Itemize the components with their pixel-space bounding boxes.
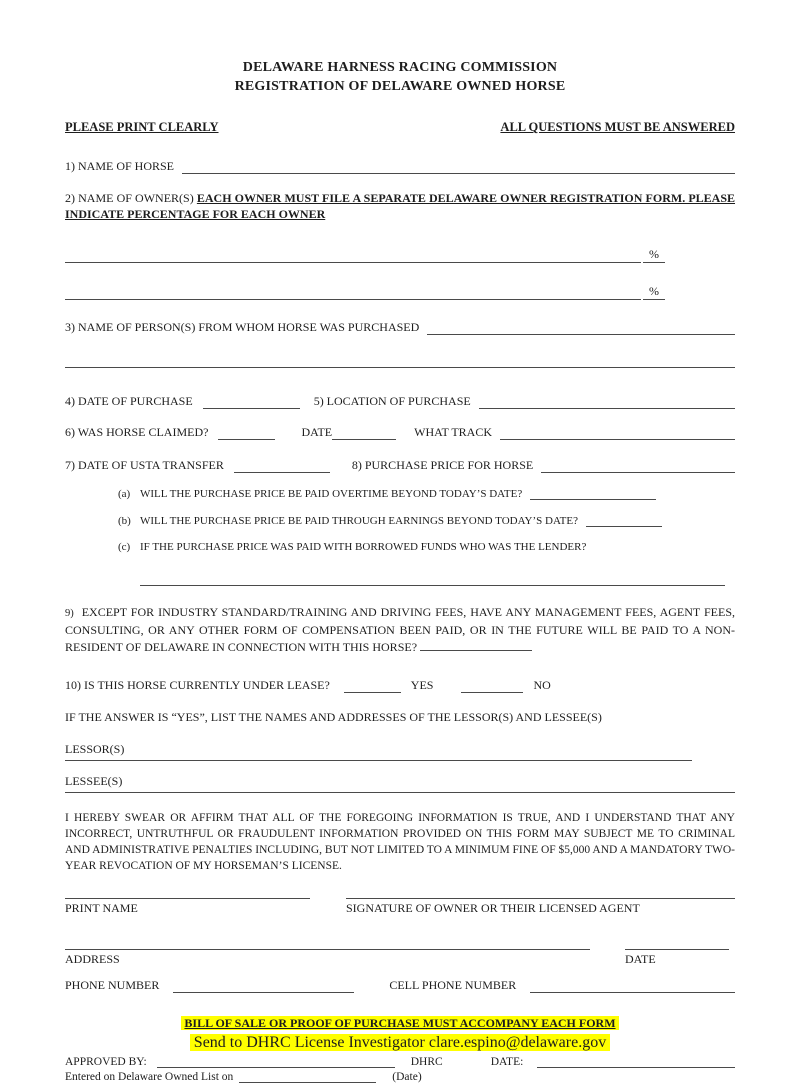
q8b-marker: (b): [118, 515, 131, 527]
date-paren-label: (Date): [392, 1071, 422, 1083]
owner-2-row: [65, 284, 665, 300]
question-8a-row: [118, 487, 735, 500]
purchase-price-field[interactable]: [541, 460, 735, 473]
print-clearly-note: PLEASE PRINT CLEARLY: [65, 120, 219, 134]
question-4-5-row: [65, 394, 735, 409]
lender-field[interactable]: [140, 585, 725, 586]
question-8b-row: [118, 514, 735, 527]
approved-by-label: APPROVED BY:: [65, 1056, 147, 1068]
location-of-purchase-field[interactable]: [479, 396, 735, 409]
answer-all-note: ALL QUESTIONS MUST BE ANSWERED: [500, 120, 735, 134]
q8c-marker: (c): [118, 541, 131, 553]
purchased-from-field-line2[interactable]: [65, 367, 735, 368]
phone-row: [65, 978, 735, 993]
was-horse-claimed-field[interactable]: [218, 427, 275, 440]
dhrc-label: DHRC: [410, 1056, 443, 1068]
question-8c-row: [118, 541, 735, 553]
what-track-label: WHAT TRACK: [414, 425, 493, 439]
question-3-row: [65, 320, 735, 335]
address-label: ADDRESS: [65, 952, 120, 966]
approved-date-field[interactable]: [537, 1055, 735, 1068]
bill-of-sale-notice: BILL OF SALE OR PROOF OF PURCHASE MUST ACCOMPANY EACH FORM: [181, 1016, 618, 1030]
paid-overtime-label: WILL THE PURCHASE PRICE BE PAID OVERTIME BEYOND TODAY’S DATE?: [140, 488, 523, 500]
owner-2-field[interactable]: [65, 287, 641, 300]
compensation-question-text: EXCEPT FOR INDUSTRY STANDARD/TRAINING AND DRIVING FEES, HAVE ANY MANAGEMENT FEES, AGENT FEES, CONSULTING, OR ANY OTHER FORM OF COMPENSATION BEEN PAID, OR IN THE FUTURE WILL BE PAID TO A NON-RESIDENT OF DELAWARE IN CONNECTION WITH THIS HORSE?: [65, 605, 736, 654]
question-6-row: [65, 425, 735, 440]
address-field[interactable]: [65, 938, 590, 950]
paid-earnings-field[interactable]: [586, 514, 662, 527]
q8a-marker: (a): [118, 488, 131, 500]
under-lease-label: 10) IS THIS HORSE CURRENTLY UNDER LEASE?: [65, 678, 330, 692]
date-label: DATE: [625, 952, 656, 966]
question-1-row: [65, 159, 735, 174]
cell-phone-field[interactable]: [530, 980, 735, 993]
lease-yes-field[interactable]: [344, 680, 401, 693]
phone-number-label: PHONE NUMBER: [65, 978, 160, 992]
date-block: [625, 938, 729, 967]
was-horse-claimed-label: 6) WAS HORSE CLAIMED?: [65, 425, 209, 439]
approved-date-label: DATE:: [490, 1056, 524, 1068]
purchased-from-label: 3) NAME OF PERSON(S) FROM WHOM HORSE WAS PURCHASED: [65, 320, 420, 334]
send-to-notice-row: [65, 1033, 735, 1053]
claimed-date-label: DATE: [301, 425, 333, 439]
date-of-purchase-field[interactable]: [203, 396, 300, 409]
q9-marker: 9): [65, 608, 74, 619]
affirmation-text: I HEREBY SWEAR OR AFFIRM THAT ALL OF THE FOREGOING INFORMATION IS TRUE, AND I UNDERSTAND THAT ANY INCORRECT, UNTRUTHFUL OR FRAUDULENT INFORMATION PROVIDED ON THIS FORM MAY SUBJECT ME TO CRIMINAL AND ADMINISTRATIVE PENALTIES INCLUDING, BUT NOT LIMITED TO A MINIMUM FINE OF $5,000 AND A MANDATORY TWO-YEAR REVOCATION OF MY HORSEMAN’S LICENSE.: [65, 812, 735, 872]
entered-on-list-row: [65, 1070, 735, 1083]
location-of-purchase-label: 5) LOCATION OF PURCHASE: [313, 394, 471, 408]
lease-no-field[interactable]: [461, 680, 523, 693]
name-of-horse-field[interactable]: [182, 161, 735, 174]
what-track-field[interactable]: [500, 427, 735, 440]
owner-1-row: [65, 247, 665, 263]
compensation-answer-field[interactable]: [420, 639, 532, 651]
claimed-date-field[interactable]: [332, 427, 396, 440]
question-7-8-row: [65, 458, 735, 473]
approved-by-row: [65, 1055, 735, 1068]
address-date-row: [65, 938, 735, 967]
print-name-field[interactable]: [65, 887, 310, 899]
signature-field[interactable]: [346, 887, 735, 899]
question-2-row: [65, 190, 735, 222]
owner-2-percent-label: %: [643, 284, 665, 300]
form-title: [65, 58, 735, 96]
entered-on-list-field[interactable]: [239, 1070, 376, 1083]
phone-number-field[interactable]: [173, 980, 354, 993]
signature-row: [65, 887, 735, 916]
owner-instruction-text: EACH OWNER MUST FILE A SEPARATE DELAWARE OWNER REGISTRATION FORM. PLEASE INDICATE PERCENTAGE FOR EACH OWNER: [65, 191, 736, 221]
purchase-price-label: 8) PURCHASE PRICE FOR HORSE: [351, 458, 534, 472]
date-field[interactable]: [625, 938, 729, 950]
question-9-row: [65, 604, 735, 656]
form-title-line2: REGISTRATION OF DELAWARE OWNED HORSE: [234, 79, 566, 94]
lease-note-text: IF THE ANSWER IS “YES”, LIST THE NAMES AND ADDRESSES OF THE LESSOR(S) AND LESSEE(S): [65, 710, 602, 724]
print-name-label: PRINT NAME: [65, 901, 138, 915]
name-of-owners-label: 2) NAME OF OWNER(S): [65, 191, 194, 205]
paid-earnings-label: WILL THE PURCHASE PRICE BE PAID THROUGH EARNINGS BEYOND TODAY’S DATE?: [140, 515, 578, 527]
instruction-row: [65, 120, 735, 135]
lessor-label: LESSOR(S): [65, 742, 125, 756]
lender-label: IF THE PURCHASE PRICE WAS PAID WITH BORROWED FUNDS WHO WAS THE LENDER?: [140, 541, 587, 553]
yes-label: YES: [410, 678, 434, 692]
name-of-horse-label: 1) NAME OF HORSE: [65, 159, 175, 173]
entered-on-list-label: Entered on Delaware Owned List on: [65, 1071, 234, 1083]
cell-phone-label: CELL PHONE NUMBER: [389, 978, 517, 992]
date-of-purchase-label: 4) DATE OF PURCHASE: [65, 394, 193, 408]
signature-label: SIGNATURE OF OWNER OR THEIR LICENSED AGENT: [346, 901, 640, 915]
no-label: NO: [533, 678, 551, 692]
address-block: [65, 938, 590, 967]
owner-1-percent-label: %: [643, 247, 665, 263]
question-10-row: [65, 678, 735, 693]
form-title-line1: DELAWARE HARNESS RACING COMMISSION: [242, 60, 558, 75]
owner-1-field[interactable]: [65, 250, 641, 263]
paid-overtime-field[interactable]: [530, 487, 656, 500]
usta-transfer-field[interactable]: [234, 460, 330, 473]
lessor-field[interactable]: [65, 760, 692, 761]
lessee-field[interactable]: [65, 792, 735, 793]
usta-transfer-label: 7) DATE OF USTA TRANSFER: [65, 458, 224, 472]
print-name-block: [65, 887, 310, 916]
signature-block: [346, 887, 735, 916]
approved-by-field[interactable]: [157, 1055, 395, 1068]
send-to-notice: Send to DHRC License Investigator clare.espino@delaware.gov: [190, 1034, 610, 1051]
bill-of-sale-notice-row: [65, 1014, 735, 1032]
lessee-label: LESSEE(S): [65, 774, 123, 788]
purchased-from-field[interactable]: [427, 322, 735, 335]
